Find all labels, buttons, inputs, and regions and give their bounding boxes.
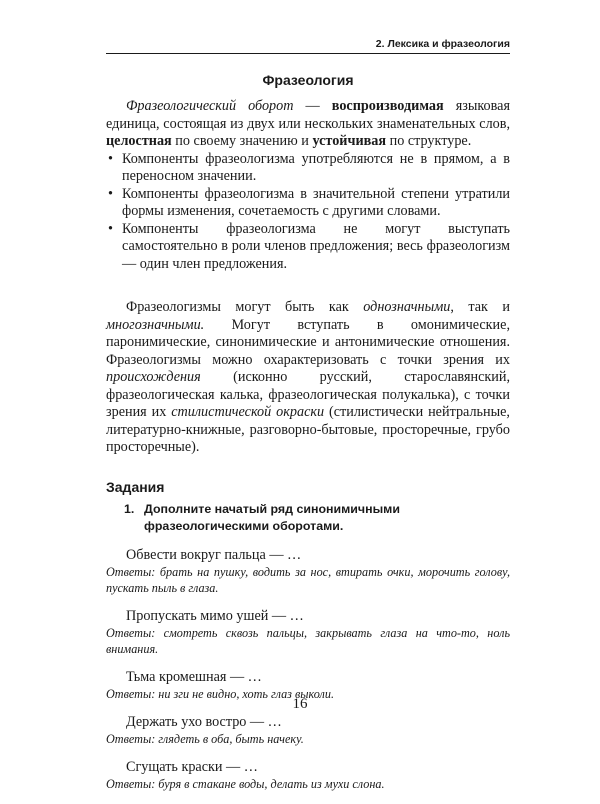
definition-text-1: языковая единица, состоящая из двух или нескольких знаменательных слов, (106, 98, 510, 132)
paragraph-text: Фразеологизмы могут быть как (126, 299, 364, 315)
definition-dash: — (293, 98, 332, 114)
tasks-heading: Задания (106, 478, 165, 495)
definition-text-3: по структуре. (386, 133, 472, 149)
exercise-answer: Ответы: брать на пушку, водить за нос, втирать очки, морочить голову, пускать пыль в глаза. (106, 564, 510, 595)
exercise-prompt: Сгущать краски — … (126, 758, 258, 775)
paragraph-text: (исконно русский, старославянский, фразеологическая калька, фразеологическая полукалька), с точки зрения их (106, 369, 510, 420)
task-number: 1. (124, 501, 135, 516)
running-header: 2. Лексика и фразеология (106, 38, 510, 54)
definition-text-2: по своему значению и (171, 133, 313, 149)
book-page (106, 38, 510, 804)
paragraph-text: , так и (450, 299, 510, 315)
exercise-item (106, 759, 510, 792)
page-number: 16 (292, 696, 308, 712)
exercise-item (106, 547, 510, 596)
exercise-answer: Ответы: ни зги не видно, хоть глаз выколи. (106, 686, 334, 701)
term-stylistic-coloring: стилистической окраски (171, 404, 325, 420)
term-monosemantic: однозначными (363, 299, 451, 315)
features-list (106, 151, 510, 274)
exercise-answer: Ответы: глядеть в оба, быть начеку. (106, 731, 304, 746)
keyword-stable: устойчивая (312, 133, 387, 149)
exercise-prompt: Обвести вокруг пальца — … (126, 546, 302, 563)
list-item: • Компоненты фразеологизма употребляются не в прямом, а в переносном значении. (106, 151, 510, 186)
keyword-integral: целостная (106, 133, 172, 149)
exercise-prompt: Держать ухо востро — … (126, 713, 282, 730)
list-item: • Компоненты фразеологизма не могут выступать самостоятельно в роли членов предложения; весь фразеологизм — один член предложения. (106, 221, 510, 274)
term-polysemantic: многозначными. (106, 316, 205, 333)
term-origin: происхождения (106, 369, 201, 385)
exercise-answer: Ответы: буря в стакане воды, делать из мухи слона. (106, 776, 385, 791)
section-title: Фразеология (262, 72, 354, 88)
exercise-prompt: Тьма кромешная — … (126, 668, 262, 685)
exercise-item (106, 608, 510, 657)
classification-paragraph (106, 299, 510, 457)
task-instruction (106, 501, 510, 535)
exercise-prompt: Пропускать мимо ушей — … (126, 607, 304, 624)
list-item: • Компоненты фразеологизма в значительной степени утратили формы изменения, сочетаемость с другими словами. (106, 186, 510, 221)
term-phraseological-unit: Фразеологический оборот (126, 98, 294, 114)
paragraph-text: Могут вступать в омонимические, паронимические, синонимические и антонимические отношения. Фразеологизмы можно охарактеризовать с точки зрения их (106, 316, 510, 368)
paragraph-text: (стилистически нейтральные, литературно-книжные, разговорно-бытовые, просторечные, грубо просторечные). (106, 404, 510, 455)
exercise-item (106, 714, 510, 747)
task-instruction-text: Дополните начатый ряд синонимичными фразеологическими оборотами. (144, 501, 400, 533)
exercise-answer: Ответы: смотреть сквозь пальцы, закрывать глаза на что-то, ноль внимания. (106, 625, 510, 656)
keyword-reproducible: воспроизводимая (331, 98, 444, 114)
definition-paragraph (106, 98, 510, 151)
